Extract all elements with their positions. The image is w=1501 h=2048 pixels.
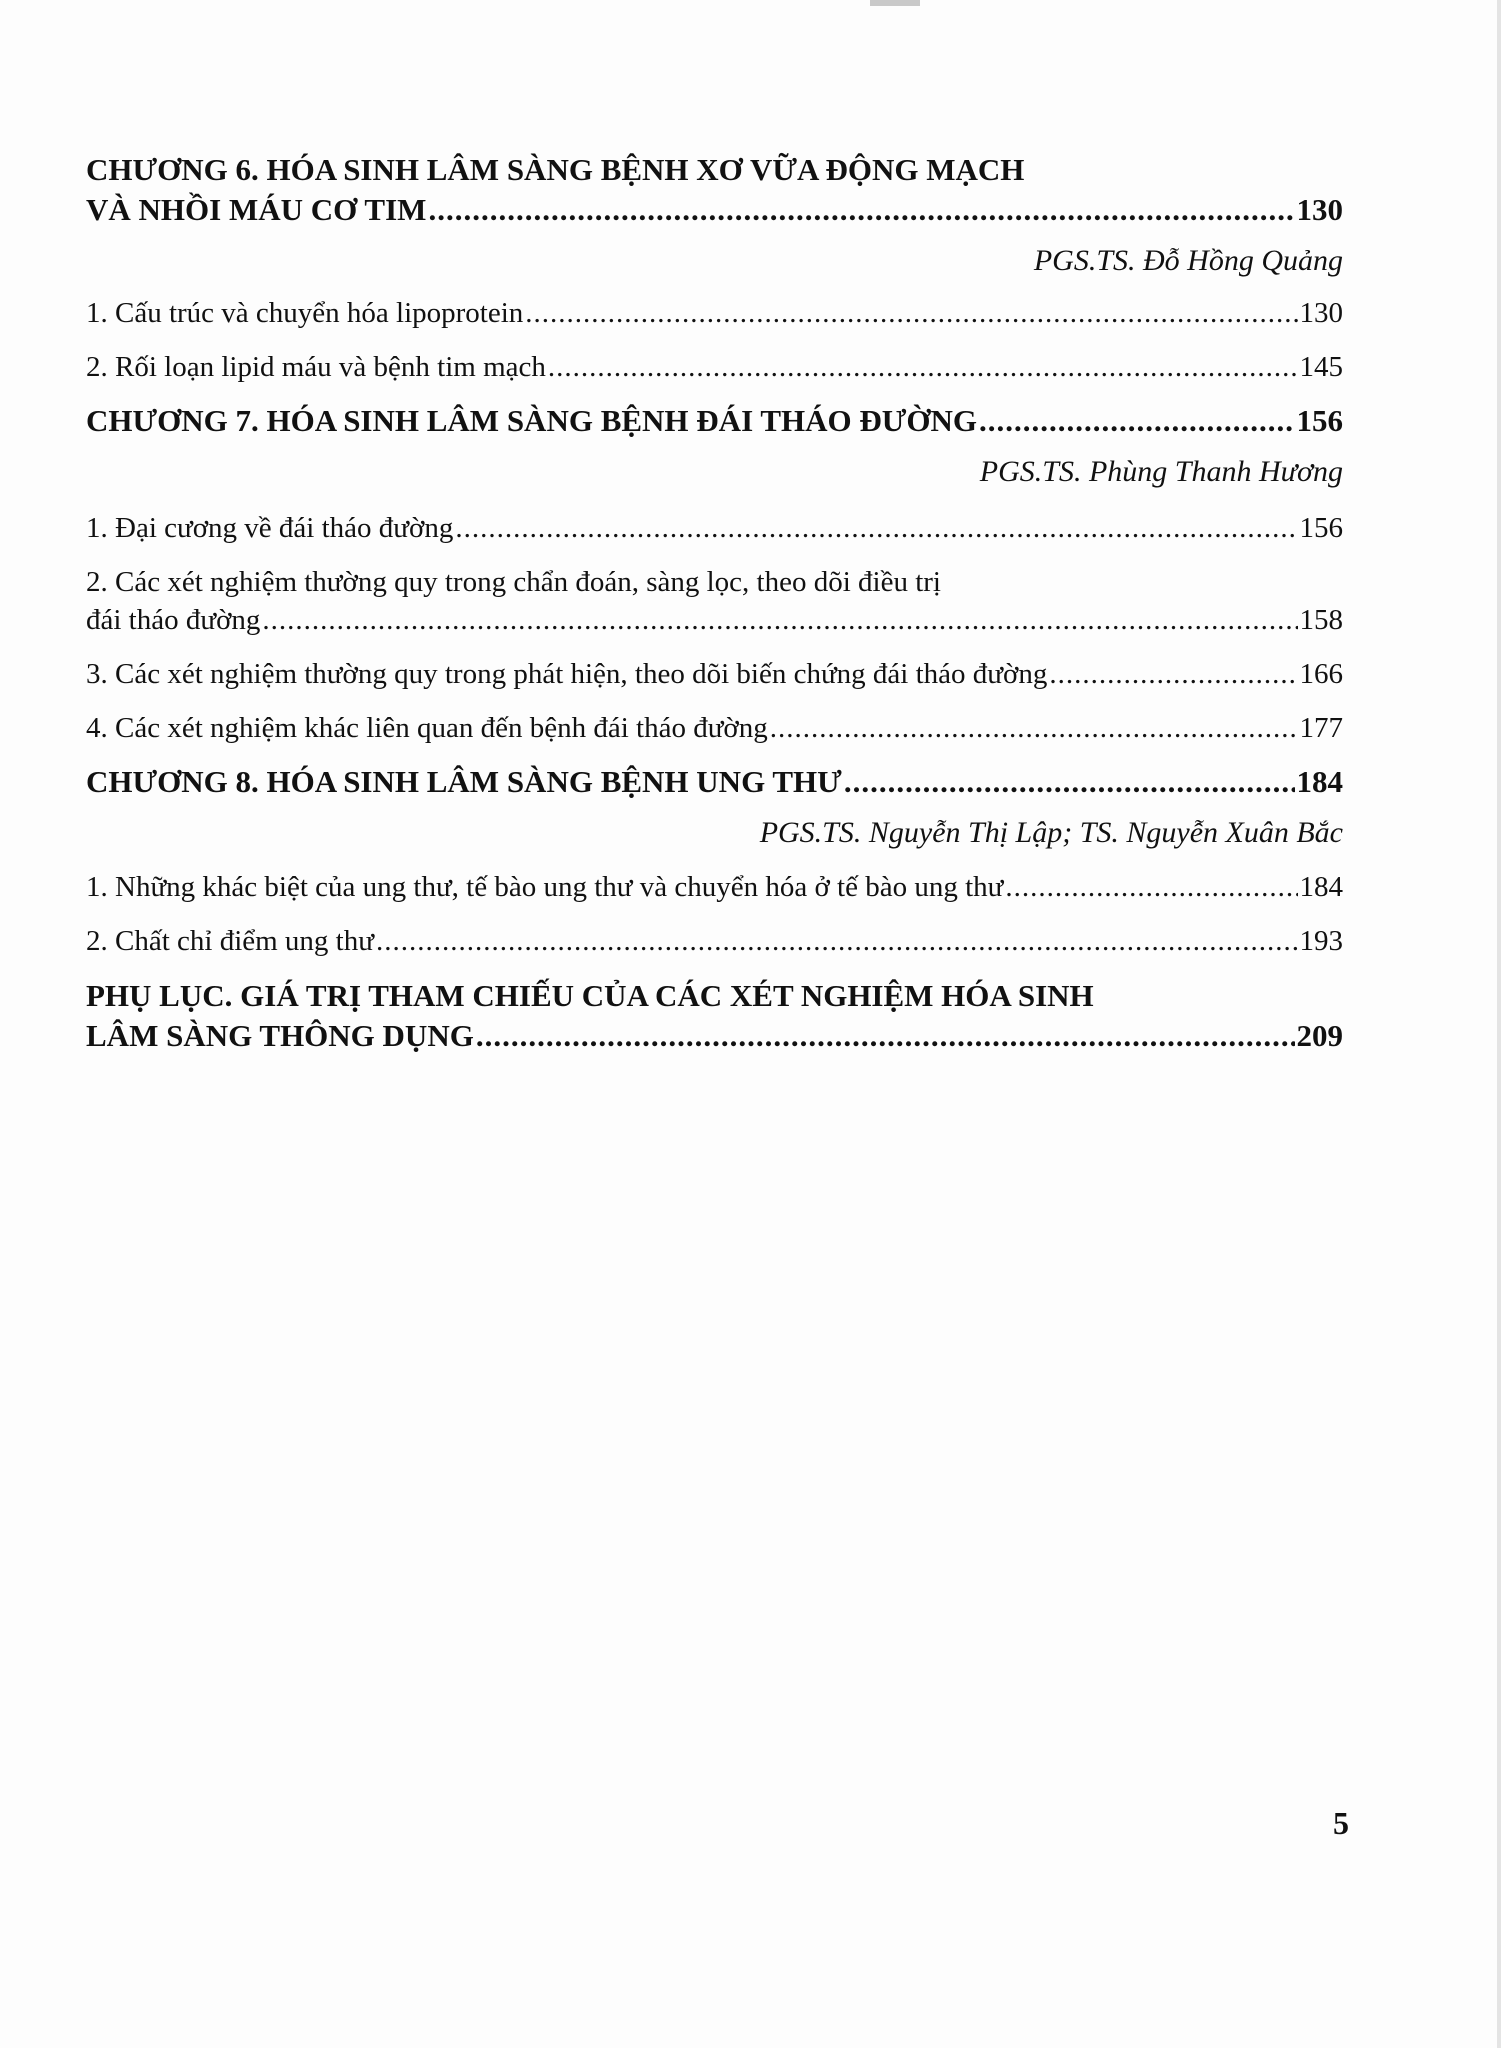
scan-edge [1497, 0, 1501, 2048]
dot-leader [525, 294, 1297, 332]
toc-chapter-8[interactable] [86, 762, 1343, 802]
chapter-title: CHƯƠNG 8. HÓA SINH LÂM SÀNG BỆNH UNG THƯ [86, 764, 842, 799]
section-title: 1. Đại cương về đái tháo đường [86, 512, 454, 544]
toc-section[interactable] [86, 868, 1343, 906]
toc-section[interactable] [86, 709, 1343, 747]
dot-leader [476, 1016, 1295, 1056]
toc-chapter-6[interactable] [86, 150, 1343, 230]
dot-leader [455, 509, 1297, 547]
page-number: 193 [1299, 925, 1343, 957]
section-title: 3. Các xét nghiệm thường quy trong phát hiện, theo dõi biến chứng đái tháo đường [86, 658, 1048, 690]
dot-leader [770, 709, 1298, 747]
chapter-title-line1: CHƯƠNG 6. HÓA SINH LÂM SÀNG BỆNH XƠ VỮA ĐỘNG MẠCH [86, 152, 1025, 187]
dot-leader [376, 922, 1298, 960]
toc-section[interactable] [86, 348, 1343, 386]
page-number: 156 [1299, 512, 1343, 544]
page-number: 130 [1296, 192, 1343, 227]
page-number: 184 [1299, 871, 1343, 903]
section-title: 2. Chất chỉ điểm ung thư [86, 925, 374, 957]
dot-leader [1005, 868, 1297, 906]
table-of-contents [86, 150, 1343, 1056]
toc-chapter-7[interactable] [86, 401, 1343, 441]
dot-leader [844, 762, 1295, 802]
chapter-author: PGS.TS. Phùng Thanh Hương [979, 455, 1343, 488]
chapter-title: CHƯƠNG 7. HÓA SINH LÂM SÀNG BỆNH ĐÁI THÁO ĐƯỜNG [86, 403, 978, 438]
toc-appendix[interactable] [86, 976, 1343, 1056]
scan-mark [870, 0, 920, 6]
dot-leader [1049, 655, 1297, 693]
page-number: 209 [1296, 1018, 1343, 1053]
section-title: 1. Cấu trúc và chuyển hóa lipoprotein [86, 297, 524, 329]
toc-section[interactable] [86, 294, 1343, 332]
appendix-title-line1: PHỤ LỤC. GIÁ TRỊ THAM CHIẾU CỦA CÁC XÉT NGHIỆM HÓA SINH [86, 978, 1094, 1013]
toc-section[interactable] [86, 655, 1343, 693]
dot-leader [262, 601, 1297, 639]
section-title: 1. Những khác biệt của ung thư, tế bào ung thư và chuyển hóa ở tế bào ung thư [86, 871, 1004, 903]
page-number: 177 [1299, 712, 1343, 744]
section-title: 4. Các xét nghiệm khác liên quan đến bệnh đái tháo đường [86, 712, 768, 744]
toc-section[interactable] [86, 563, 1343, 639]
dot-leader [979, 401, 1294, 441]
section-title-line2: đái tháo đường [86, 604, 261, 636]
toc-section[interactable] [86, 509, 1343, 547]
chapter-title-line2: VÀ NHỒI MÁU CƠ TIM [86, 192, 427, 227]
dot-leader [548, 348, 1298, 386]
page-number: 184 [1296, 764, 1343, 799]
page-folio: 5 [1333, 1805, 1349, 1841]
dot-leader [428, 190, 1294, 230]
page-number: 156 [1296, 403, 1343, 438]
toc-section[interactable] [86, 922, 1343, 960]
page-number: 158 [1299, 604, 1343, 636]
page-number: 166 [1299, 658, 1343, 690]
chapter-author: PGS.TS. Đỗ Hồng Quảng [1033, 244, 1343, 277]
chapter-author: PGS.TS. Nguyễn Thị Lập; TS. Nguyễn Xuân Bắc [759, 816, 1343, 849]
page-number: 145 [1299, 351, 1343, 383]
page-number: 130 [1299, 297, 1343, 329]
appendix-title-line2: LÂM SÀNG THÔNG DỤNG [86, 1018, 474, 1053]
section-title: 2. Rối loạn lipid máu và bệnh tim mạch [86, 351, 546, 383]
section-title-line1: 2. Các xét nghiệm thường quy trong chẩn đoán, sàng lọc, theo dõi điều trị [86, 566, 941, 598]
